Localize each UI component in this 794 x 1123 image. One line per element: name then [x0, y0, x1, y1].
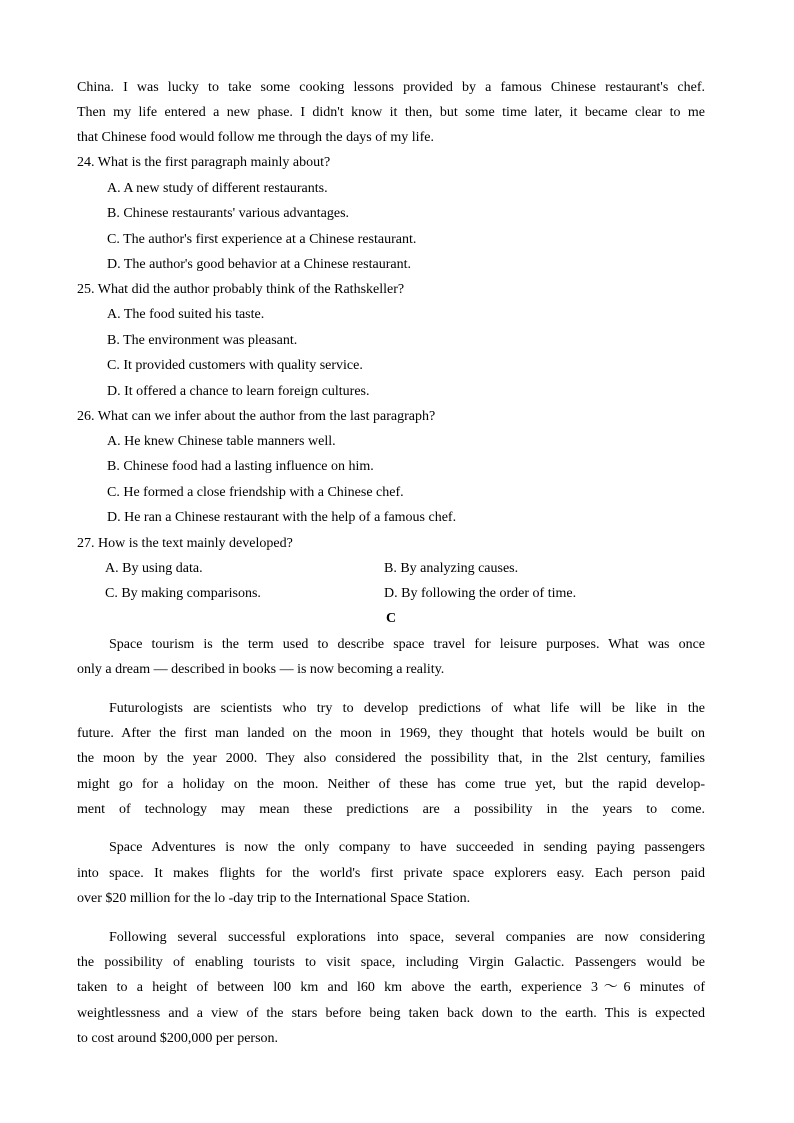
intro-line: that Chinese food would follow me through the days of my life. — [77, 130, 434, 145]
question-24-option-b: B. Chinese restaurants' various advantages. — [107, 206, 350, 221]
question-24-option-a: A. A new study of different restaurants. — [107, 181, 328, 196]
question-stem-24: 24. What is the first paragraph mainly about? — [77, 155, 331, 170]
question-25-option-c: C. It provided customers with quality service. — [107, 358, 363, 373]
passage-line: Space tourism is the term used to describe space travel for leisure purposes. What was once — [109, 637, 705, 652]
section-heading: C — [385, 611, 397, 626]
question-27-option-a: A. By using data. — [105, 561, 203, 576]
passage-line: to cost around $200,000 per person. — [77, 1031, 279, 1046]
intro-line: China. I was lucky to take some cooking lessons provided by a famous Chinese restaurant's chef. — [77, 80, 705, 95]
passage-line: Futurologists are scientists who try to develop predictions of what life will be like in the — [109, 701, 705, 716]
passage-line: might go for a holiday on the moon. Neither of these has come true yet, but the rapid develop- — [77, 777, 705, 792]
question-24-option-c: C. The author's first experience at a Chinese restaurant. — [107, 232, 417, 247]
passage-line: future. After the first man landed on the moon in 1969, they thought that hotels would be built on — [77, 726, 705, 741]
question-stem-27: 27. How is the text mainly developed? — [77, 536, 293, 551]
question-26-option-b: B. Chinese food had a lasting influence on him. — [107, 459, 374, 474]
question-26-option-d: D. He ran a Chinese restaurant with the help of a famous chef. — [107, 510, 457, 525]
question-24-option-d: D. The author's good behavior at a Chinese restaurant. — [107, 257, 411, 272]
passage-line: ment of technology may mean these predictions are a possibility in the years to come. — [77, 802, 705, 817]
question-stem-26: 26. What can we infer about the author from the last paragraph? — [77, 409, 436, 424]
question-stem-25: 25. What did the author probably think of the Rathskeller? — [77, 282, 405, 297]
question-25-option-d: D. It offered a chance to learn foreign cultures. — [107, 384, 370, 399]
intro-line: Then my life entered a new phase. I didn't know it then, but some time later, it became clear to me — [77, 105, 705, 120]
passage-line: taken to a height of between l00 km and l60 km above the earth, experience 3～6 minutes of — [77, 980, 705, 995]
question-27-option-d: D. By following the order of time. — [384, 586, 577, 601]
passage-line: the moon by the year 2000. They also considered the possibility that, in the 2lst century, families — [77, 751, 705, 766]
passage-line: only a dream — described in books — is now becoming a reality. — [77, 662, 445, 677]
passage-line: over $20 million for the lo -day trip to the International Space Station. — [77, 891, 471, 906]
question-26-option-a: A. He knew Chinese table manners well. — [107, 434, 336, 449]
passage-line: weightlessness and a view of the stars before being taken back down to the earth. This is expected — [77, 1006, 705, 1021]
question-27-option-c: C. By making comparisons. — [105, 586, 261, 601]
question-27-option-b: B. By analyzing causes. — [384, 561, 519, 576]
passage-line: Space Adventures is now the only company to have succeeded in sending paying passengers — [109, 840, 705, 855]
question-26-option-c: C. He formed a close friendship with a Chinese chef. — [107, 485, 404, 500]
passage-line: the possibility of enabling tourists to visit space, including Virgin Galactic. Passengers would be — [77, 955, 705, 970]
question-25-option-b: B. The environment was pleasant. — [107, 333, 298, 348]
passage-line: Following several successful explorations into space, several companies are now considering — [109, 930, 705, 945]
question-25-option-a: A. The food suited his taste. — [107, 307, 265, 322]
passage-line: into space. It makes flights for the world's first private space explorers easy. Each person paid — [77, 866, 705, 881]
